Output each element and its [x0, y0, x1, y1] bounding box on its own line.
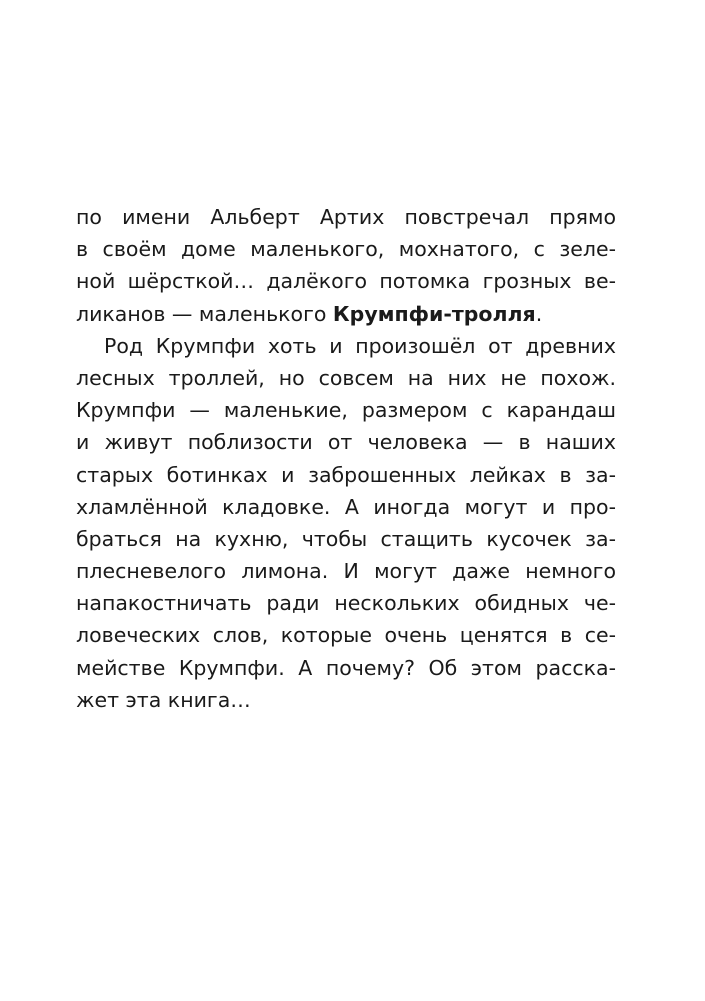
text-line: ной шёрсткой… далёкого потомка грозных ве-	[76, 269, 616, 294]
text-line: браться на кухню, чтобы стащить кусочек за-	[76, 526, 616, 551]
text-line: Род Крумпфи хоть и произошёл от древних	[104, 333, 616, 358]
text-line: и живут поблизости от человека — в наших	[76, 430, 616, 455]
text-line: мействе Крумпфи. А почему? Об этом расска-	[76, 655, 616, 680]
text-line: плесневелого лимона. И могут даже немного	[76, 559, 616, 584]
text-line: жет эта книга…	[76, 687, 251, 712]
highlighted-name: Крумпфи-тролля	[332, 301, 536, 326]
text-fragment: .	[535, 301, 543, 326]
text-line: старых ботинках и заброшенных лейках в за-	[76, 462, 616, 487]
text-line: Крумпфи — маленькие, размером с карандаш	[76, 398, 616, 423]
paragraph-2	[76, 330, 616, 716]
text-line: в своём доме маленького, мохнатого, с зеле-	[76, 237, 616, 262]
paragraph-1	[76, 201, 616, 330]
text-line: лесных троллей, но совсем на них не похож.	[76, 365, 616, 390]
text-line: по имени Альберт Артих повстречал прямо	[76, 205, 616, 229]
text-line	[76, 298, 616, 330]
text-line: ловеческих слов, которые очень ценятся в се-	[76, 623, 616, 648]
text-fragment: ликанов — маленького	[76, 301, 333, 326]
body-text	[76, 201, 616, 716]
text-line: напакостничать ради нескольких обидных че-	[76, 591, 616, 616]
text-line: хламлённой кладовке. А иногда могут и про-	[76, 494, 616, 519]
